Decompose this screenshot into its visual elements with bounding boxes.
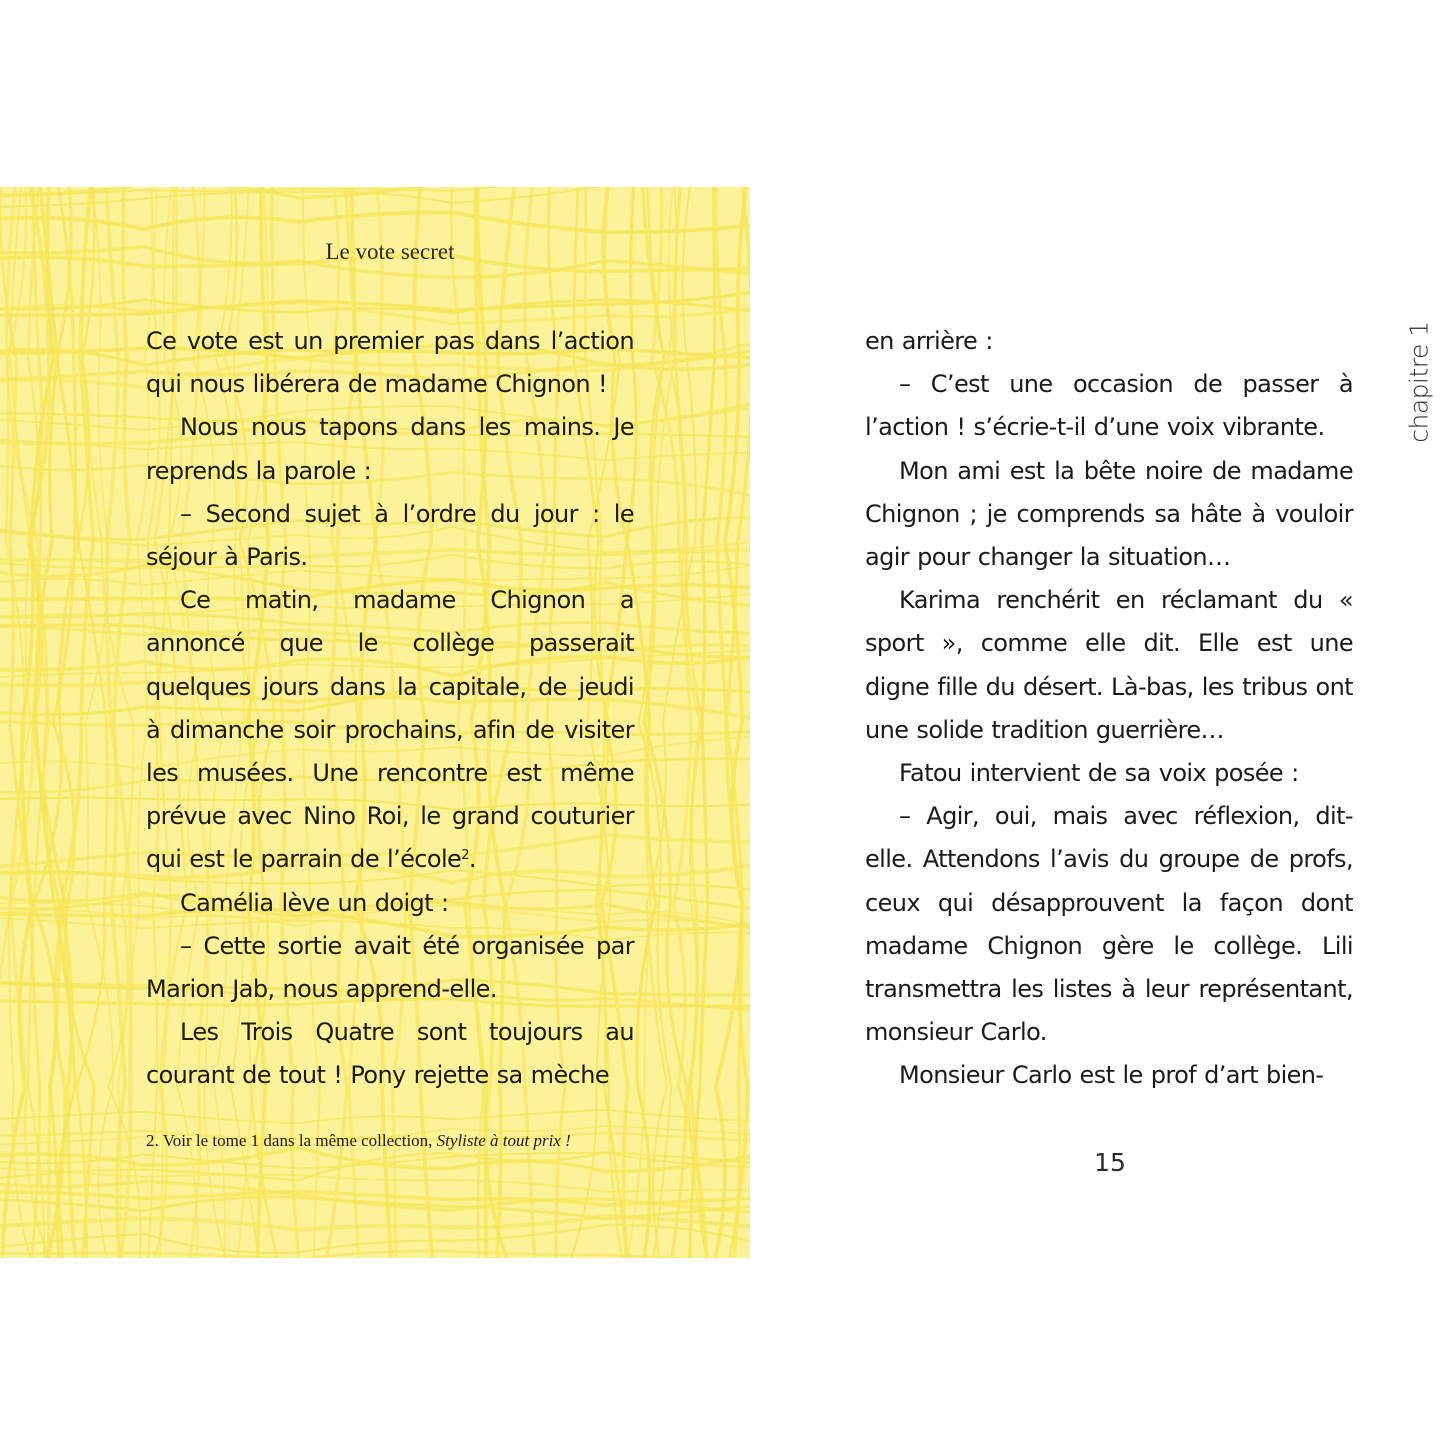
paragraph-with-footnote bbox=[146, 579, 634, 881]
right-page-text bbox=[865, 320, 1353, 1098]
paragraph: Ce vote est un premier pas dans l’action qui nous libérera de madame Chignon ! bbox=[146, 327, 634, 399]
paragraph: Monsieur Carlo est le prof d’art bien- bbox=[899, 1061, 1324, 1090]
paragraph: – Agir, oui, mais avec réflexion, dit-elle. Attendons l’avis du groupe de profs, ceux qui désapprouvent la façon dont madame Chignon gère le collège. Lili transmettra les listes à leur représentant, monsieur Carlo. bbox=[865, 802, 1353, 1047]
paragraph-text: Ce matin, madame Chignon a annoncé que le collège passerait quelques jours dans la capitale, de jeudi à dimanche soir prochains, afin de visiter les musées. Une rencontre est même prévue avec Nino Roi, le grand couturier qui est le parrain de l’école bbox=[146, 586, 634, 874]
footnote-book-title: Styliste à tout prix ! bbox=[436, 1131, 571, 1150]
chapter-label: chapitre 1 bbox=[1404, 321, 1434, 443]
paragraph: Les Trois Quatre sont toujours au courant de tout ! Pony rejette sa mèche bbox=[146, 1018, 634, 1090]
paragraph: – Cette sortie avait été organisée par Marion Jab, nous apprend-elle. bbox=[146, 931, 634, 1004]
paragraph-end: . bbox=[468, 845, 476, 874]
paragraph: Mon ami est la bête noire de madame Chignon ; je comprends sa hâte à vouloir agir pour changer la situation… bbox=[865, 456, 1353, 572]
running-head: Le vote secret bbox=[325, 239, 455, 264]
footnote-reference[interactable]: 2 bbox=[461, 848, 469, 864]
footnote-text: 2. Voir le tome 1 dans la même collection, bbox=[146, 1131, 437, 1150]
paragraph: Karima renchérit en réclamant du « sport », comme elle dit. Elle est une digne fille du désert. Là-bas, les tribus ont une solide tradition guerrière… bbox=[865, 586, 1353, 744]
left-page-text bbox=[146, 320, 634, 1098]
left-page bbox=[0, 187, 750, 1258]
paragraph: – Second sujet à l’ordre du jour : le séjour à Paris. bbox=[146, 499, 634, 572]
chapter-marker bbox=[1394, 321, 1444, 443]
paragraph: en arrière : bbox=[865, 327, 993, 355]
paragraph: – C’est une occasion de passer à l’action ! s’écrie-t-il d’une voix vibrante. bbox=[865, 370, 1353, 442]
footnote bbox=[146, 1131, 706, 1151]
paragraph: Camélia lève un doigt : bbox=[180, 888, 449, 917]
paragraph: Fatou intervient de sa voix posée : bbox=[899, 759, 1299, 788]
paragraph: Nous nous tapons dans les mains. Je reprends la parole : bbox=[146, 413, 634, 485]
page-number: 15 bbox=[1094, 1148, 1126, 1177]
